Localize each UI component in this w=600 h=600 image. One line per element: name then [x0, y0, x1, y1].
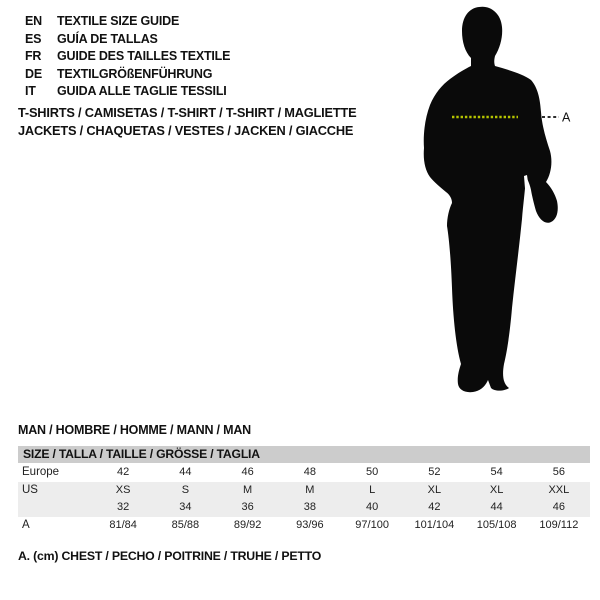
size-cell: XS — [115, 483, 131, 496]
language-code: DE — [25, 66, 42, 81]
size-cell: M — [243, 483, 253, 496]
language-row — [25, 83, 230, 101]
size-cell: 101/104 — [414, 518, 455, 531]
size-cell: 81/84 — [109, 518, 137, 531]
category-tshirts: T-SHIRTS / CAMISETAS / T-SHIRT / T-SHIRT / MAGLIETTE — [18, 105, 357, 120]
size-cell: 52 — [428, 466, 441, 478]
size-cell: 46 — [241, 466, 254, 478]
size-cell: XL — [427, 483, 442, 496]
size-cell: 105/108 — [476, 518, 517, 531]
size-cell: 34 — [179, 501, 192, 513]
table-row-us-numeric — [18, 499, 590, 517]
size-cell: 56 — [552, 466, 565, 478]
size-cell: 109/112 — [539, 518, 579, 531]
man-silhouette-figure — [395, 0, 600, 410]
size-cell: 42 — [117, 466, 130, 478]
language-label: GUÍA DE TALLAS — [57, 31, 158, 46]
size-cell: 50 — [366, 466, 379, 478]
table-row-europe — [18, 464, 590, 482]
language-label: TEXTILE SIZE GUIDE — [57, 14, 180, 28]
category-lines — [18, 104, 356, 140]
language-row — [25, 31, 230, 49]
table-row-chest-cm — [18, 517, 590, 535]
size-cell: 54 — [490, 466, 503, 478]
size-cell: L — [369, 483, 376, 496]
size-cell: 48 — [303, 466, 316, 478]
language-list — [25, 13, 230, 101]
language-label: TEXTILGRÖßENFÜHRUNG — [57, 66, 213, 81]
language-code: IT — [25, 84, 36, 98]
language-code: FR — [25, 49, 42, 63]
language-row — [25, 13, 230, 31]
language-row — [25, 66, 230, 84]
size-cell: 32 — [117, 501, 130, 513]
size-cell: 44 — [490, 501, 503, 513]
section-title: MAN / HOMBRE / HOMME / MANN / MAN — [18, 423, 251, 437]
size-cell: 44 — [179, 466, 192, 478]
size-cell: M — [305, 483, 315, 496]
language-code: EN — [25, 14, 42, 28]
row-label: US — [22, 483, 38, 496]
language-row — [25, 48, 230, 66]
size-cell: 46 — [552, 501, 565, 513]
row-label — [18, 499, 92, 517]
language-label: GUIDA ALLE TAGLIE TESSILI — [57, 84, 227, 98]
size-cell: 89/92 — [233, 518, 262, 531]
language-code: ES — [25, 31, 42, 46]
size-cell: 36 — [241, 501, 254, 513]
measure-label-a: A — [562, 110, 571, 125]
measurement-footnote: A. (cm) CHEST / PECHO / POITRINE / TRUHE / PETTO — [18, 549, 322, 563]
row-label: A — [22, 518, 30, 531]
size-cell: 38 — [303, 501, 316, 513]
man-silhouette — [424, 7, 558, 392]
language-label: GUIDE DES TAILLES TEXTILE — [57, 49, 231, 63]
size-cell: 93/96 — [296, 518, 324, 531]
size-table — [18, 446, 590, 534]
size-cell: 40 — [366, 501, 379, 513]
size-cell: S — [181, 483, 190, 496]
row-label: Europe — [22, 466, 60, 478]
size-cell: 85/88 — [171, 518, 200, 531]
size-cell: XXL — [548, 483, 570, 496]
table-row-us — [18, 482, 590, 500]
table-header: SIZE / TALLA / TAILLE / GRÖSSE / TAGLIA — [18, 446, 590, 463]
category-jackets: JACKETS / CHAQUETAS / VESTES / JACKEN / GIACCHE — [18, 123, 354, 138]
size-cell: 97/100 — [355, 518, 389, 531]
size-cell: 42 — [428, 501, 441, 513]
size-cell: XL — [489, 483, 504, 496]
